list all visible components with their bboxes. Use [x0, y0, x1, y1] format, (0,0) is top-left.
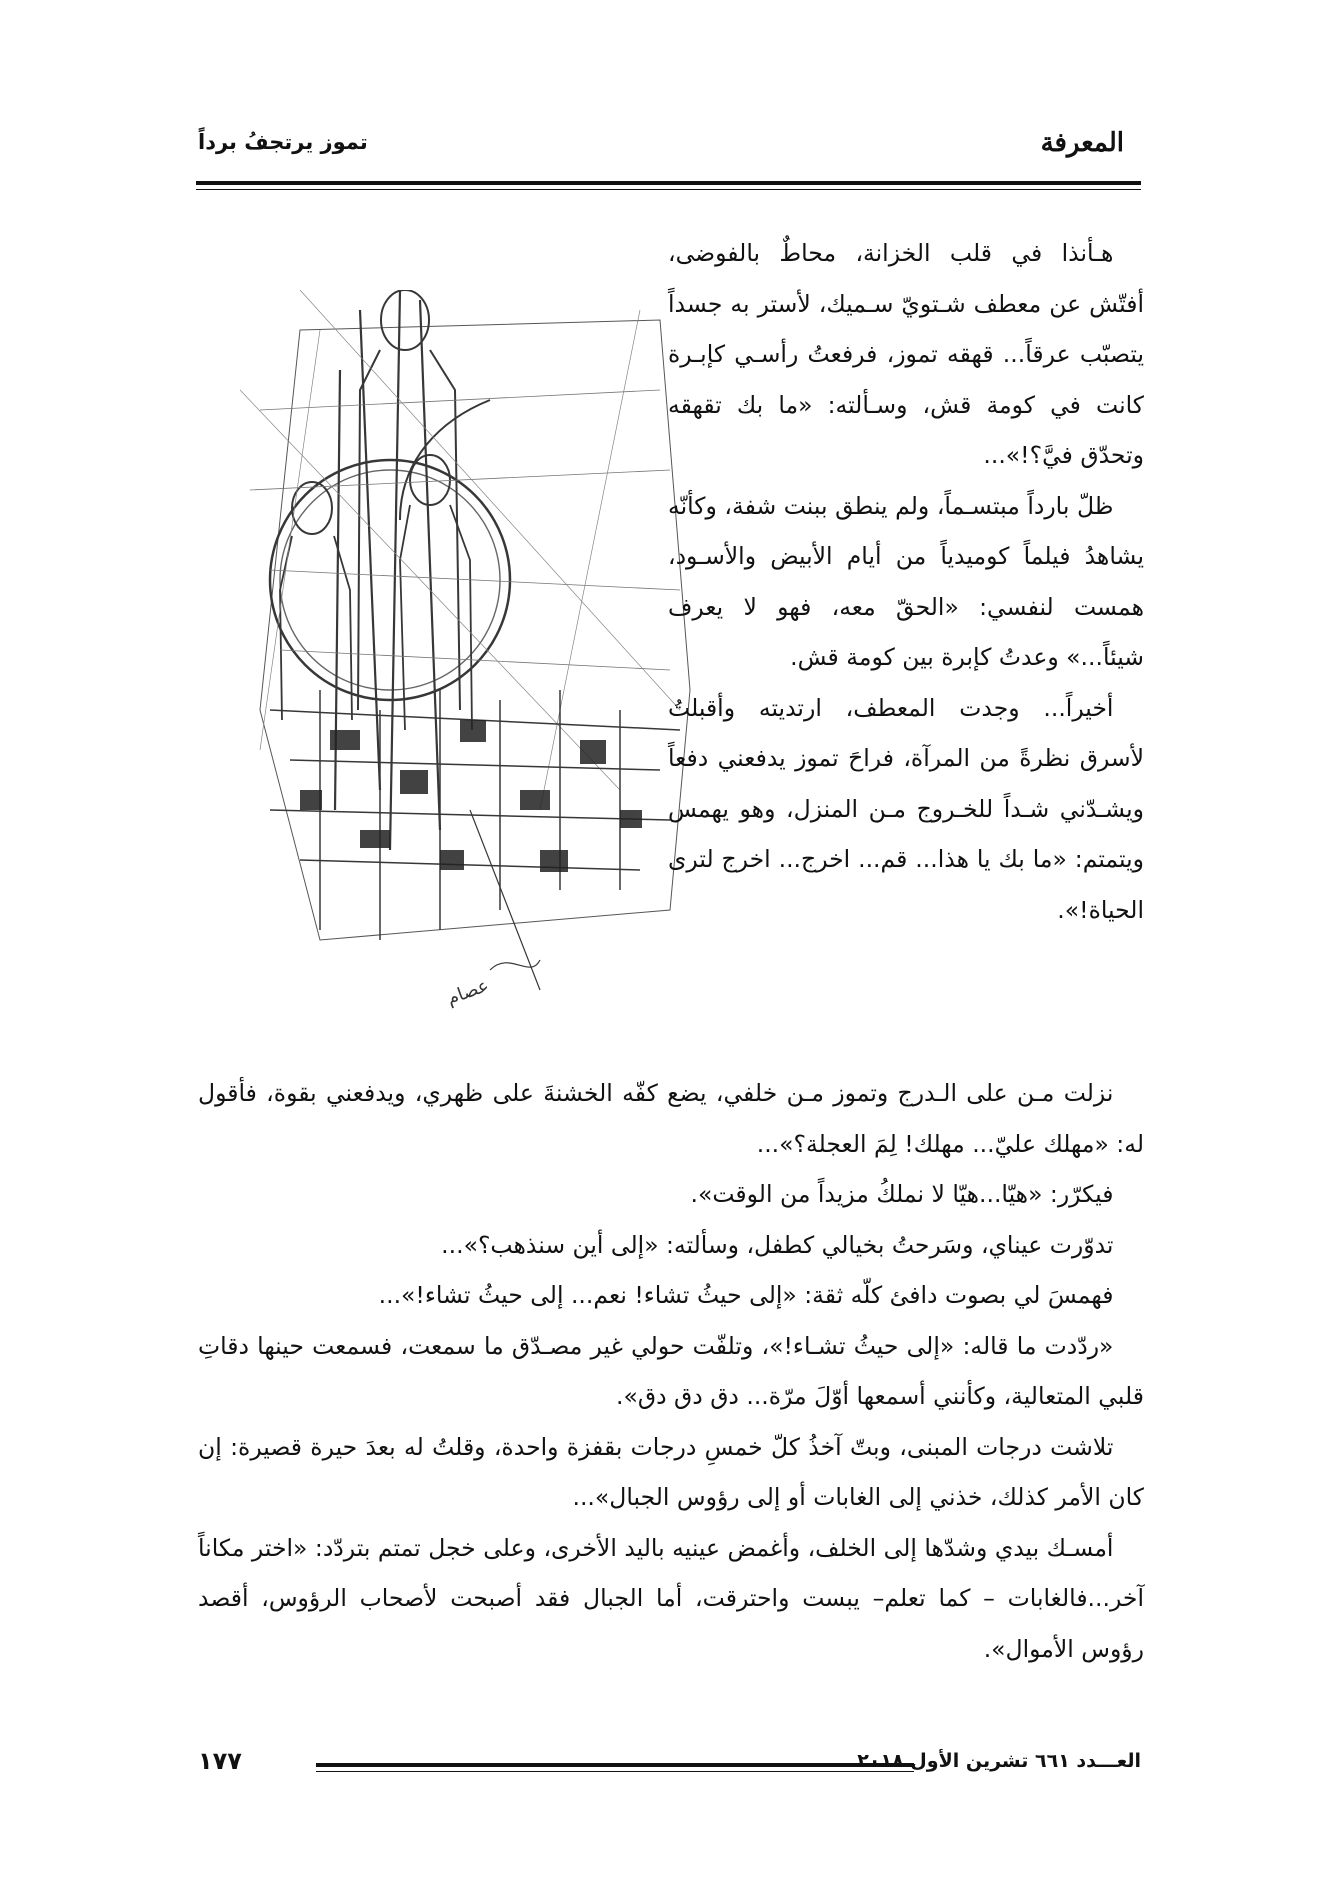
sketch-illustration [240, 290, 710, 1030]
footer-rule [316, 1763, 914, 1767]
magazine-name: المعرفة [1040, 128, 1124, 158]
page-number: ١٧٧ [198, 1747, 242, 1775]
column-paragraph-2: ظلّ بارداً مبتسـماً، ولم ينطق ببنت شفة، وكأنّه يشاهدُ فيلماً كوميدياً من أيام الأبيض والأسـود، همست لنفسي: «الحقّ معه، فهو لا يعرف شيئاً...» وعدتُ كإبرة بين كومة قش. [668, 491, 1144, 671]
full-paragraph-3: تدوّرت عيناي، وسَرحتُ بخيالي كطفل، وسألته: «إلى أين سنذهب؟»... [441, 1230, 1114, 1259]
full-paragraph-7: أمسـك بيدي وشدّها إلى الخلف، وأغمض عينيه باليد الأخرى، وعلى خجل تمتم بتردّد: «اختر مكاناً آخر...فالغابات – كما تعلم– يبست واحترقت، أما الجبال فقد أصبحت لأصحاب الرؤوس، أقصد رؤوس الأموال». [198, 1533, 1144, 1663]
full-width-text [198, 1068, 1144, 1674]
header-rule-thin [196, 189, 1141, 190]
header-rule [196, 181, 1141, 185]
full-paragraph-1: نزلت مـن على الـدرج وتموز مـن خلفي، يضع كفّه الخشنةَ على ظهري، ويدفعني بقوة، فأقول له: «مهلك عليّ... مهلك! لِمَ العجلة؟»... [198, 1079, 1144, 1158]
footer-rule-thin [316, 1771, 914, 1772]
column-paragraph-1: هـأنذا في قلب الخزانة، محاطٌ بالفوضى، أفتّش عن معطف شـتويّ سـميك، لأستر به جسداً يتصبّب عرقاً... قهقه تموز، فرفعتُ رأسـي كإبـرة كانت في كومة قش، وسـألته: «ما بك تقهقه وتحدّق فيَّ؟!»... [668, 239, 1144, 469]
article-title: تموز يرتجفُ برداً [198, 130, 368, 154]
footer-issue-info: العـــدد ٦٦١ تشرين الأول ٢٠١٨ [857, 1750, 1141, 1772]
column-paragraph-3: أخيراً... وجدت المعطف، ارتديته وأقبلتُ لأسرق نظرةً من المرآة، فراحَ تموز يدفعني دفعاً ويشـدّني شـداً للخـروج مـن المنزل، وهو يهمس ويتمتم: «ما بك يا هذا... قم... اخرج... اخرج لترى الحياة!». [668, 693, 1144, 924]
full-paragraph-5: «ردّدت ما قاله: «إلى حيثُ تشـاء!»، وتلفّت حولي غير مصـدّق ما سمعت، فسمعت حينها دقاتِ قلبي المتعالية، وكأنني أسمعها أوّلَ مرّة... دق دق دق». [198, 1331, 1144, 1410]
artist-signature: عصام [444, 974, 492, 1010]
full-paragraph-2: فيكرّر: «هيّا...هيّا لا نملكُ مزيداً من الوقت». [690, 1180, 1114, 1208]
full-paragraph-6: تلاشت درجات المبنى، وبتّ آخذُ كلّ خمسِ درجات بقفزة واحدة، وقلتُ له بعدَ حيرة قصيرة: إن كان الأمر كذلك، خذني إلى الغابات أو إلى رؤوس الجبال»... [198, 1432, 1144, 1511]
full-paragraph-4: فهمسَ لي بصوت دافئ كلّه ثقة: «إلى حيثُ تشاء! نعم... إلى حيثُ تشاء!»... [378, 1281, 1114, 1309]
column-text [668, 228, 1144, 935]
